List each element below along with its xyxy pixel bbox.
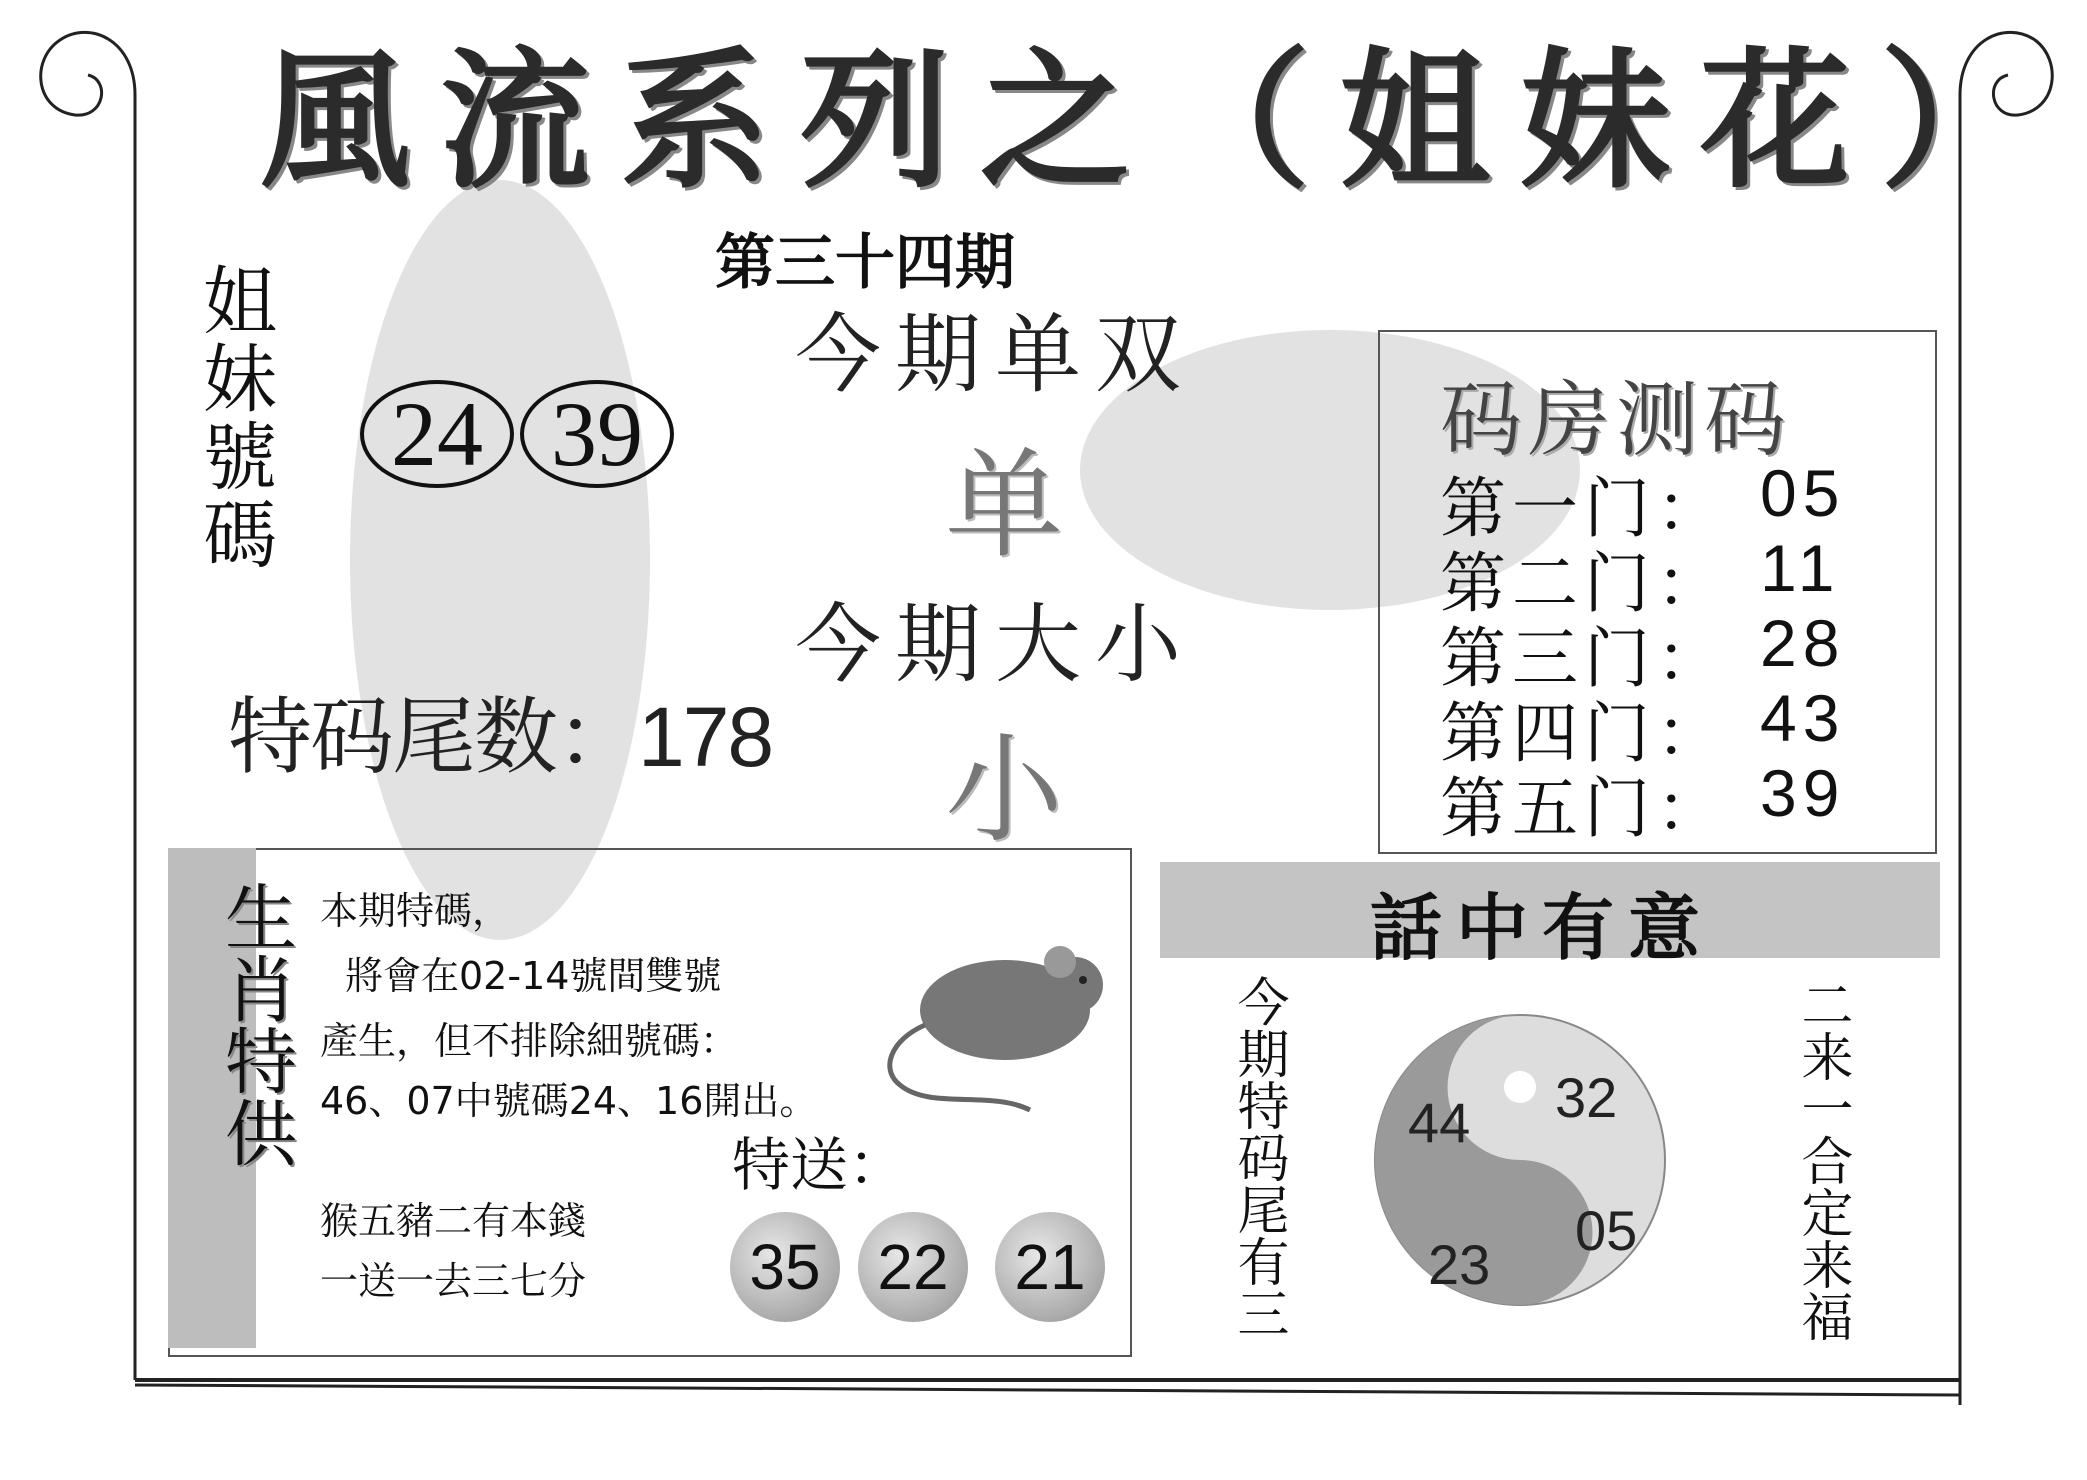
yinyang-number-3: 23 bbox=[1428, 1233, 1491, 1296]
tesong-ball-2: 22 bbox=[858, 1212, 968, 1322]
odd-even-label: 今期单双 bbox=[795, 305, 1195, 405]
door-value: 39 bbox=[1760, 756, 1846, 830]
tail-digits-text: 特码尾数：178 bbox=[228, 690, 773, 784]
door-label: 第五门： bbox=[1440, 771, 1728, 845]
tesong-ball-1: 35 bbox=[730, 1212, 840, 1322]
yin-yang-icon bbox=[1370, 1010, 1670, 1310]
riddle-line-1: 猴五豬二有本錢 bbox=[320, 1199, 587, 1243]
issue-number: 第三十四期 bbox=[715, 228, 1015, 298]
door-label: 第四门： bbox=[1440, 696, 1728, 770]
shengxiao-line-1: 本期特碼， bbox=[320, 889, 511, 933]
door-label: 第三门： bbox=[1440, 621, 1728, 695]
page-title: 風流系列之（姐妹花） bbox=[260, 33, 2061, 209]
tesong-ball-3: 21 bbox=[995, 1212, 1105, 1322]
tesong-label: 特送： bbox=[732, 1131, 907, 1199]
big-small-value: 小 bbox=[945, 721, 1064, 859]
door-label: 第一门： bbox=[1440, 471, 1728, 545]
yinyang-number-1: 44 bbox=[1408, 1091, 1471, 1154]
door-label: 第二门： bbox=[1440, 546, 1728, 620]
door-value: 43 bbox=[1760, 681, 1846, 755]
shengxiao-title: 生肖特供 bbox=[213, 880, 297, 1168]
yinyang-number-4: 05 bbox=[1575, 1199, 1638, 1262]
hua-title: 話中有意 bbox=[1370, 885, 1715, 970]
odd-even-value: 单 bbox=[945, 436, 1064, 574]
right-vertical-text: 二来一合定来福 bbox=[1792, 978, 1852, 1342]
door-value: 05 bbox=[1760, 456, 1846, 530]
sister-number-1: 24 bbox=[360, 380, 514, 488]
sister-number-2: 39 bbox=[520, 380, 674, 488]
sister-numbers-label: 姐妹號碼 bbox=[191, 262, 277, 574]
yinyang-number-2: 32 bbox=[1555, 1066, 1618, 1129]
big-small-label: 今期大小 bbox=[795, 595, 1195, 695]
shengxiao-line-4: 46、07中號碼24、16開出。 bbox=[320, 1079, 818, 1123]
shengxiao-line-2: 將會在02-14號間雙號 bbox=[345, 954, 722, 998]
shengxiao-line-3: 產生，但不排除細號碼： bbox=[320, 1019, 739, 1063]
riddle-line-2: 一送一去三七分 bbox=[320, 1259, 587, 1303]
rat-icon bbox=[870, 940, 1110, 1120]
door-value: 11 bbox=[1760, 531, 1841, 605]
door-value: 28 bbox=[1760, 606, 1846, 680]
left-vertical-text: 今期特码尾有三 bbox=[1228, 975, 1288, 1339]
door-row-5 bbox=[1440, 755, 1846, 850]
mafang-title: 码房测码 bbox=[1440, 373, 1793, 468]
